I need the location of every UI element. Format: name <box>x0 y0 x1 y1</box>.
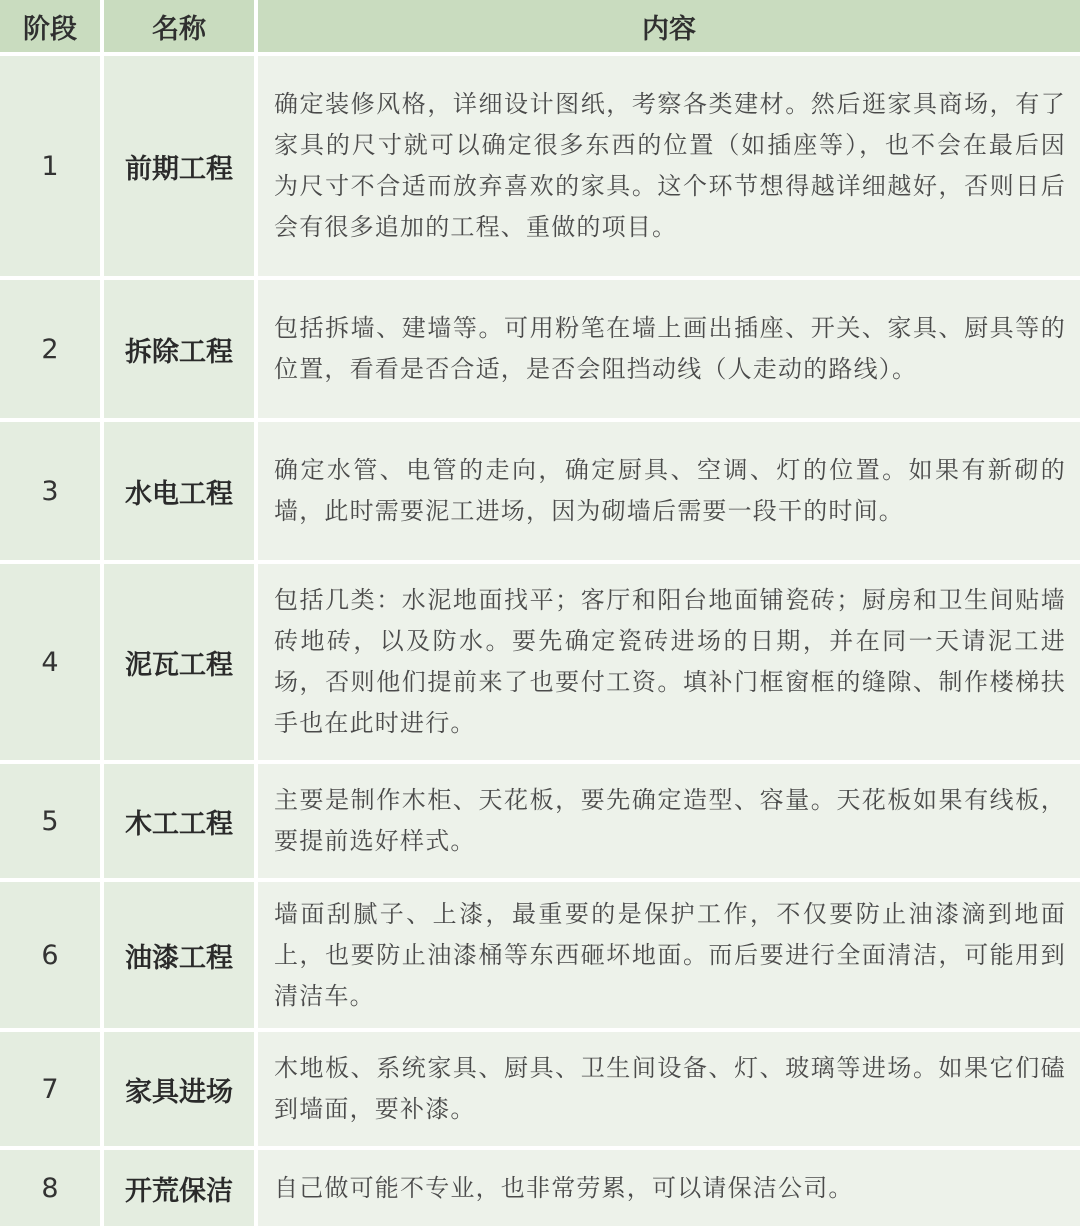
row-4-stage: 4 <box>0 564 100 760</box>
row-3-stage: 3 <box>0 422 100 560</box>
row-5-content: 主要是制作木柜、天花板，要先确定造型、容量。天花板如果有线板，要提前选好样式。 <box>258 764 1080 878</box>
row-3-name: 水电工程 <box>104 422 254 560</box>
row-3-content: 确定水管、电管的走向，确定厨具、空调、灯的位置。如果有新砌的墙，此时需要泥工进场，因为砌墙后需要一段干的时间。 <box>258 422 1080 560</box>
row-6-name: 油漆工程 <box>104 882 254 1028</box>
row-4-content: 包括几类：水泥地面找平；客厅和阳台地面铺瓷砖；厨房和卫生间贴墙砖地砖，以及防水。要先确定瓷砖进场的日期，并在同一天请泥工进场，否则他们提前来了也要付工资。填补门框窗框的缝隙、制作楼梯扶手也在此时进行。 <box>258 564 1080 760</box>
row-2-content: 包括拆墙、建墙等。可用粉笔在墙上画出插座、开关、家具、厨具等的位置，看看是否合适，是否会阻挡动线（人走动的路线）。 <box>258 280 1080 418</box>
row-8-name: 开荒保洁 <box>104 1150 254 1226</box>
header-name: 名称 <box>104 0 254 52</box>
row-8-stage: 8 <box>0 1150 100 1226</box>
row-5-name: 木工工程 <box>104 764 254 878</box>
row-1-stage: 1 <box>0 56 100 276</box>
row-6-content: 墙面刮腻子、上漆，最重要的是保护工作，不仅要防止油漆滴到地面上，也要防止油漆桶等东西砸坏地面。而后要进行全面清洁，可能用到清洁车。 <box>258 882 1080 1028</box>
row-1-content: 确定装修风格，详细设计图纸，考察各类建材。然后逛家具商场，有了家具的尺寸就可以确定很多东西的位置（如插座等），也不会在最后因为尺寸不合适而放弃喜欢的家具。这个环节想得越详细越好，否则日后会有很多追加的工程、重做的项目。 <box>258 56 1080 276</box>
row-8-content: 自己做可能不专业，也非常劳累，可以请保洁公司。 <box>258 1150 1080 1226</box>
row-2-name: 拆除工程 <box>104 280 254 418</box>
row-7-name: 家具进场 <box>104 1032 254 1146</box>
row-7-stage: 7 <box>0 1032 100 1146</box>
row-4-name: 泥瓦工程 <box>104 564 254 760</box>
row-5-stage: 5 <box>0 764 100 878</box>
row-7-content: 木地板、系统家具、厨具、卫生间设备、灯、玻璃等进场。如果它们磕到墙面，要补漆。 <box>258 1032 1080 1146</box>
row-6-stage: 6 <box>0 882 100 1028</box>
header-stage: 阶段 <box>0 0 100 52</box>
header-content: 内容 <box>258 0 1080 52</box>
row-1-name: 前期工程 <box>104 56 254 276</box>
row-2-stage: 2 <box>0 280 100 418</box>
